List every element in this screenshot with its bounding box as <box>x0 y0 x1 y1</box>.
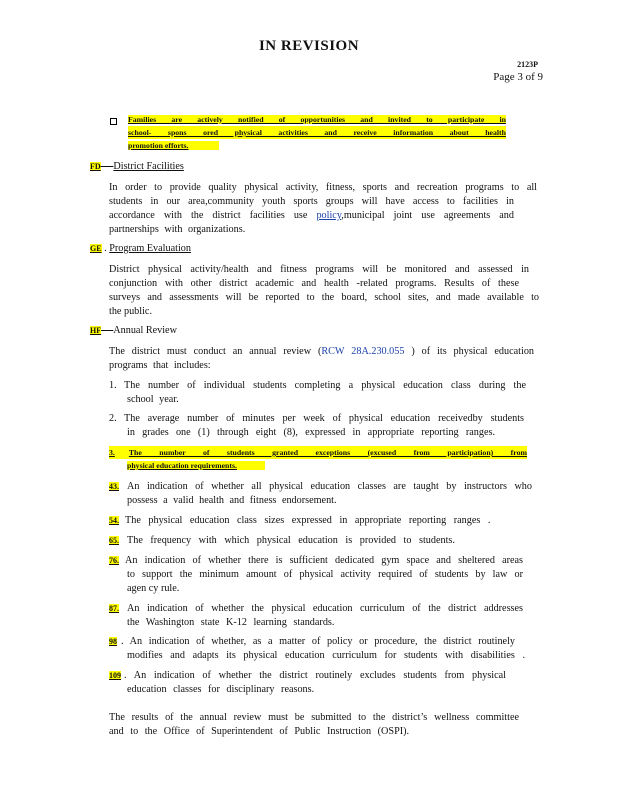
item-7-line-1: An indication of whether there is sufficient dedicated gym space and sheltered areas <box>125 555 523 566</box>
item-3-line-2-wrap <box>127 459 265 472</box>
item-1-line-2: school year. <box>127 394 179 405</box>
fd-line-3-pre: accordance with the district facilities use <box>109 210 308 221</box>
item-7-num: 76. <box>109 556 119 565</box>
item-3-num: 3. <box>109 448 115 457</box>
checkbox-bullet-icon <box>110 118 117 125</box>
item-9-num: 98 <box>109 637 117 646</box>
bullet-line-2: school- spons ored physical activities and receive information about health <box>128 128 506 137</box>
item-7-line-2: to support the minimum amount of physical activity required of students by law or <box>127 569 523 580</box>
section-hf-heading: HF— Annual Review <box>90 325 177 336</box>
item-8-line-1: An indication of whether the physical education curriculum of the district addresses <box>127 603 523 614</box>
item-8-num: 87. <box>109 604 119 613</box>
item-10-line-2: education classes for disciplinary reasons. <box>127 684 315 695</box>
fd-line-4: partnerships with organizations. <box>109 224 246 235</box>
item-4-line-2: possess a valid health and fitness endorsement. <box>127 495 337 506</box>
item-9-line-2: modifies and adapts its physical education curriculum for students with disabilities . <box>127 650 525 661</box>
item-6-line-1: The frequency with which physical education is provided to students. <box>127 535 455 546</box>
item-8-line-2: the Washington state K-12 learning standards. <box>127 617 335 628</box>
bullet-line-3-wrap <box>128 139 219 152</box>
item-3 <box>109 446 527 459</box>
fd-line-2: students in our area,community youth sports groups will have access to facilities in <box>109 196 514 207</box>
section-label-hf: HF <box>90 326 102 335</box>
document-number: 2123P <box>517 60 538 69</box>
section-ge-heading: GE . Program Evaluation <box>90 243 191 254</box>
fd-line-3 <box>109 209 514 223</box>
fd-line-1: In order to provide quality physical activity, fitness, sports and recreation programs to all <box>109 182 537 193</box>
item-1-num: 1. <box>109 380 117 391</box>
item-6-num: 65. <box>109 536 119 545</box>
item-2-num: 2. <box>109 413 117 424</box>
item-5-num-wrap <box>109 514 119 528</box>
item-6-num-wrap <box>109 534 119 548</box>
document-title: IN REVISION <box>258 38 360 54</box>
item-7-line-3: agen cy rule. <box>127 583 180 594</box>
section-label-fd: FD <box>90 162 101 171</box>
section-title-fd: District Facilities <box>113 161 184 172</box>
item-5-line-1: The physical education class sizes expressed in appropriate reporting ranges . <box>125 515 491 526</box>
fd-line-3-post: ,municipal joint use agreements and <box>341 210 514 221</box>
section-title-hf: Annual Review <box>113 325 177 336</box>
section-fd-heading: FD— District Facilities <box>90 161 184 172</box>
item-2-line-1: The average number of minutes per week of physical education receivedby students <box>124 413 524 424</box>
item-3-line-2: physical education requirements. <box>127 461 265 470</box>
highlighted-bullet-text <box>128 113 506 126</box>
item-7-num-wrap <box>109 554 119 568</box>
item-9-line-1: . An indication of whether, as a matter of policy or procedure, the district routinely <box>121 636 515 647</box>
hf-intro-2: programs that includes: <box>109 360 211 371</box>
policy-link[interactable]: policy <box>316 210 342 221</box>
ge-line-2: conjunction with other district academic and health -related programs. Results of these <box>109 278 519 289</box>
hf-intro-pre: The district must conduct an annual review ( <box>109 346 322 357</box>
item-8-num-wrap <box>109 602 119 616</box>
item-10-line-1: . An indication of whether the district routinely excludes students from physical <box>124 670 506 681</box>
item-4-num-wrap <box>109 480 119 494</box>
item-10-num-wrap <box>109 669 121 683</box>
section-label-ge: GE <box>90 244 102 253</box>
item-5-num: 54. <box>109 516 119 525</box>
item-9-num-wrap <box>109 635 117 649</box>
page-indicator: Page 3 of 9 <box>493 71 543 83</box>
hf-intro-1 <box>109 345 534 359</box>
hf-intro-post: ) of its physical education <box>411 346 535 357</box>
item-1-line-1: The number of individual students completing a physical education class during the <box>124 380 526 391</box>
closing-line-2: and to the Office of Superintendent of Public Instruction (OSPI). <box>109 726 410 737</box>
bullet-line-3: promotion efforts. <box>128 141 219 150</box>
section-title-ge: Program Evaluation <box>109 243 191 254</box>
ge-line-4: the public. <box>109 306 153 317</box>
item-2-line-2: in grades one (1) through eight (8), expressed in appropriate reporting ranges. <box>127 427 495 438</box>
item-10-num: 109 <box>109 671 121 680</box>
closing-line-1: The results of the annual review must be submitted to the district’s wellness committee <box>109 712 519 723</box>
item-3-line-1: The number of students granted exceptions (excused from participation) from <box>128 448 527 457</box>
ge-line-3: surveys and assessments will be reported to the board, school sites, and made available to <box>109 292 539 303</box>
rcw-link[interactable]: RCW 28A.230.055 <box>321 346 405 357</box>
item-4-line-1: An indication of whether all physical education classes are taught by instructors who <box>127 481 532 492</box>
item-4-num: 43. <box>109 482 119 491</box>
bullet-line-1: Families are actively notified of opportunities and invited to participate in <box>128 115 506 124</box>
ge-line-1: District physical activity/health and fitness programs will be monitored and assessed in <box>109 264 529 275</box>
